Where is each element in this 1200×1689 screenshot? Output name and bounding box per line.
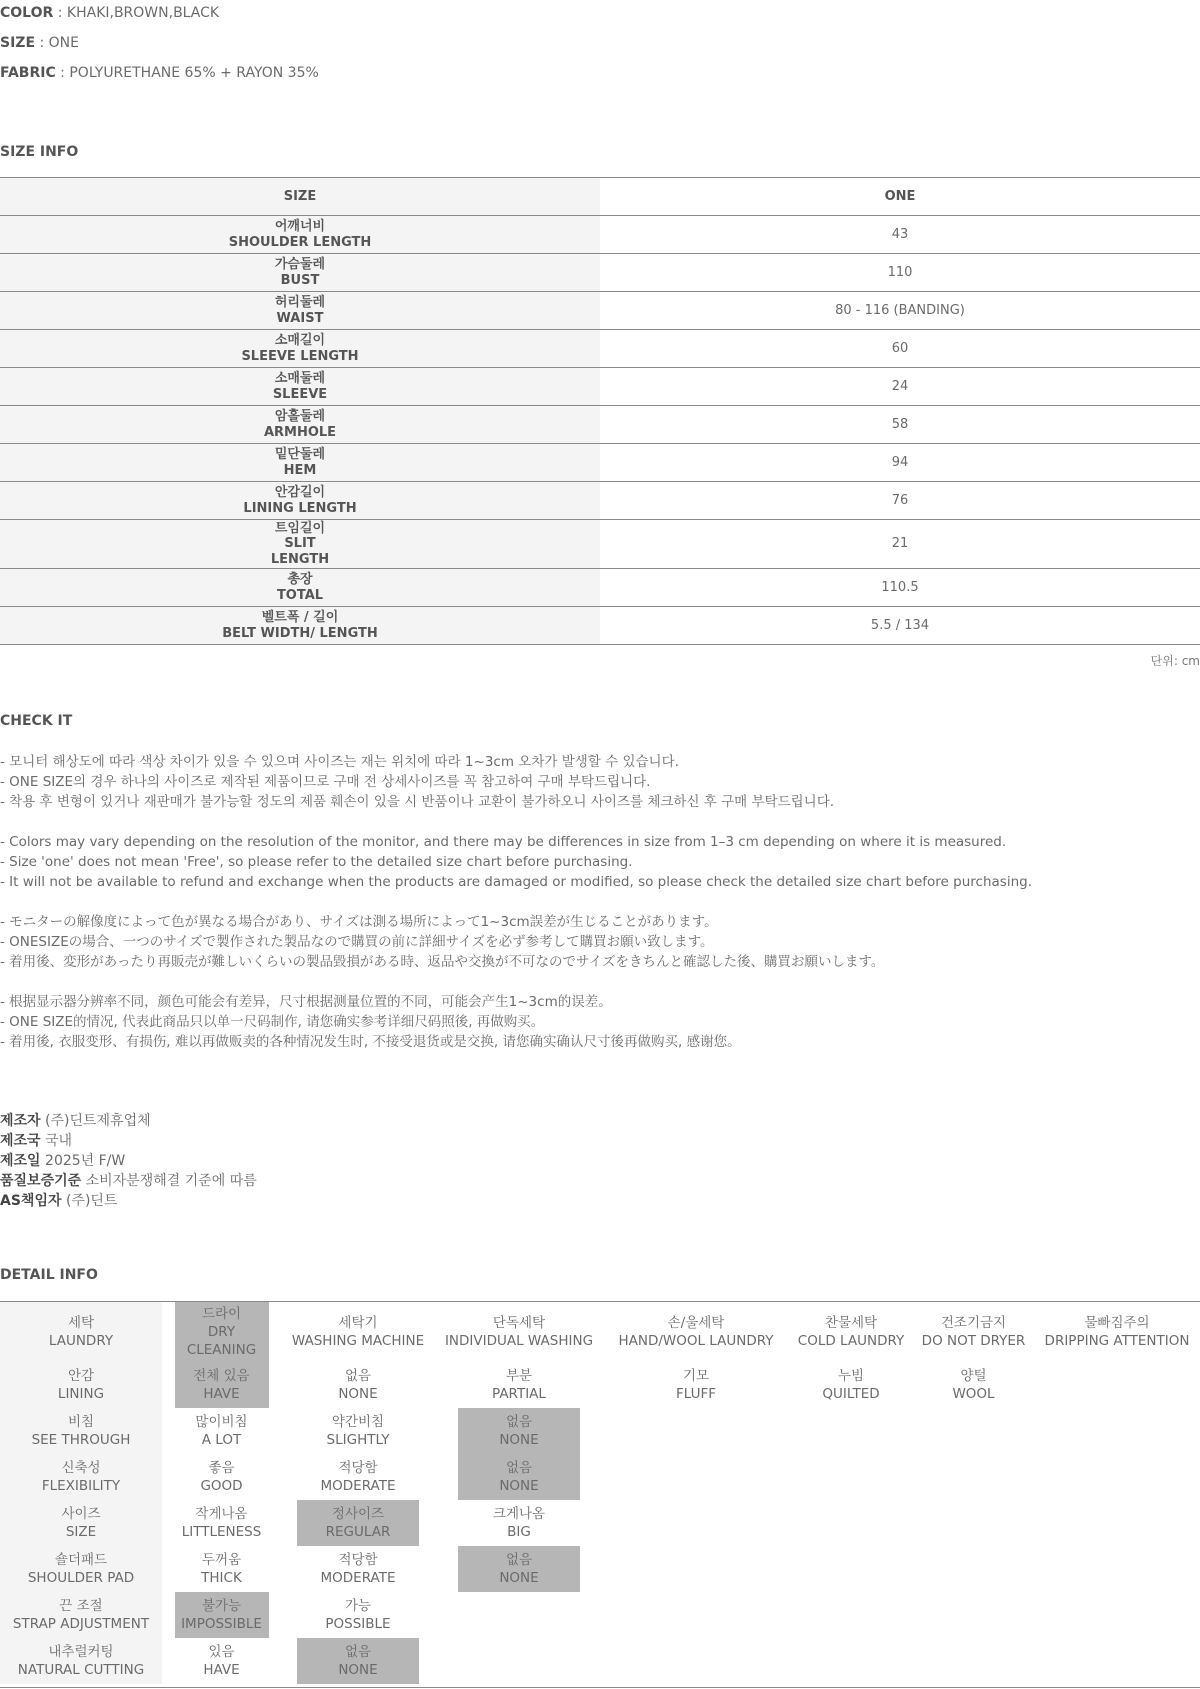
detail-option-selected <box>297 1500 419 1546</box>
detail-cell <box>1034 1500 1200 1546</box>
detail-label-en: LAUNDRY <box>48 1333 114 1349</box>
detail-option <box>815 1364 886 1406</box>
option-en: DRIPPING ATTENTION <box>1044 1333 1190 1349</box>
detail-label-ko: 안감 <box>67 1368 95 1384</box>
size-row-label <box>0 444 600 482</box>
option-ko: 물빠짐주의 <box>1084 1315 1150 1331</box>
check-line: - 根据显示器分辨率不同，颜色可能会有差异，尺寸根据测量位置的不同，可能会产生1~3cm的误差。 <box>0 994 612 1010</box>
maker-key: 제조국 <box>0 1133 41 1149</box>
size-label-ko: 벨트폭 / 길이 <box>261 610 339 625</box>
size-info-title: SIZE INFO <box>0 144 79 160</box>
detail-cell <box>162 1592 281 1638</box>
detail-option <box>196 1640 246 1682</box>
detail-cell <box>913 1638 1034 1684</box>
spec-line-fabric <box>0 65 319 81</box>
detail-cell <box>913 1546 1034 1592</box>
detail-option <box>1038 1311 1197 1353</box>
detail-label-en: SEE THROUGH <box>31 1432 131 1448</box>
size-row-label <box>0 368 600 406</box>
detail-option <box>485 1364 553 1406</box>
maker-key: 제조일 <box>0 1153 41 1169</box>
size-row-value: 21 <box>600 520 1200 569</box>
option-ko: 가능 <box>344 1598 372 1614</box>
size-row <box>0 368 1200 406</box>
detail-row <box>0 1454 1200 1500</box>
size-label-en: SHOULDER LENGTH <box>228 234 372 250</box>
option-en: GOOD <box>200 1478 243 1494</box>
detail-cell <box>603 1592 789 1638</box>
detail-label-en: NATURAL CUTTING <box>17 1662 145 1678</box>
detail-option <box>320 1410 397 1452</box>
option-ko: 많이비침 <box>195 1414 248 1430</box>
detail-label-ko: 세탁 <box>67 1315 95 1331</box>
detail-cell <box>281 1362 435 1408</box>
detail-cell <box>1034 1546 1200 1592</box>
detail-label-en: FLEXIBILITY <box>41 1478 121 1494</box>
size-row-value: 60 <box>600 330 1200 368</box>
maker-value: 국내 <box>45 1133 73 1149</box>
detail-cell <box>162 1546 281 1592</box>
detail-label-ko: 숄더패드 <box>54 1552 108 1568</box>
size-row <box>0 216 1200 254</box>
detail-row-label <box>0 1500 162 1546</box>
option-en: PARTIAL <box>492 1386 546 1402</box>
size-row <box>0 406 1200 444</box>
option-ko: 없음 <box>344 1368 372 1384</box>
option-en: MODERATE <box>320 1478 396 1494</box>
option-ko: 불가능 <box>201 1598 242 1614</box>
option-ko: 부분 <box>505 1368 533 1384</box>
check-line: - 着用後, 衣服变形、有损伤, 难以再做贩卖的各种情况发生时, 不接受退货或是交换, 请您确实确认尺寸後再做购买, 感谢您。 <box>0 1034 741 1050</box>
check-line: - ONESIZEの場合、一つのサイズで製作された製品なので購買の前に詳細サイズを必ず参考して購買お願い致します。 <box>0 934 714 950</box>
size-header-value: ONE <box>600 178 1200 216</box>
option-ko: 손/울세탁 <box>667 1315 725 1331</box>
detail-cell <box>281 1302 435 1362</box>
size-label-ko: 어깨너비 <box>274 219 326 234</box>
check-line: - ONE SIZE의 경우 하나의 사이즈로 제작된 제품이므로 구매 전 상세사이즈를 꼭 참고하여 구매 부탁드립니다. <box>0 774 651 790</box>
option-en: REGULAR <box>325 1524 391 1540</box>
detail-row <box>0 1302 1200 1362</box>
option-ko: 정사이즈 <box>331 1506 385 1522</box>
detail-option-selected <box>297 1638 419 1684</box>
detail-option-selected <box>175 1362 269 1408</box>
detail-cell <box>435 1302 603 1362</box>
detail-cell <box>913 1408 1034 1454</box>
detail-cell <box>281 1408 435 1454</box>
maker-key: 제조자 <box>0 1113 41 1129</box>
option-ko: 양털 <box>960 1368 987 1384</box>
detail-cell <box>435 1500 603 1546</box>
detail-cell <box>789 1500 913 1546</box>
size-label-ko: 트임길이 <box>274 520 326 536</box>
detail-option-selected <box>458 1408 580 1454</box>
detail-cell <box>435 1546 603 1592</box>
size-label-en: SLEEVE <box>272 386 328 402</box>
option-en: INDIVIDUAL WASHING <box>444 1333 594 1349</box>
option-en: DRY CLEANING <box>186 1324 257 1358</box>
detail-label-ko: 사이즈 <box>61 1506 101 1522</box>
size-row <box>0 292 1200 330</box>
maker-line <box>0 1191 257 1211</box>
detail-option <box>188 1410 254 1452</box>
detail-cell <box>1034 1638 1200 1684</box>
size-row <box>0 569 1200 607</box>
option-en: QUILTED <box>822 1386 880 1402</box>
detail-cell <box>435 1408 603 1454</box>
detail-label-ko: 비침 <box>67 1414 95 1430</box>
detail-option <box>669 1364 723 1406</box>
detail-cell <box>281 1500 435 1546</box>
detail-cell <box>603 1500 789 1546</box>
detail-cell <box>1034 1362 1200 1408</box>
check-line: - It will not be available to refund and exchange when the products are damaged or modified, so please check the detailed size chart before purchasing. <box>0 874 1032 890</box>
size-label-ko: 허리둘레 <box>274 295 326 310</box>
detail-row <box>0 1408 1200 1454</box>
detail-option <box>486 1502 552 1544</box>
detail-cell <box>435 1454 603 1500</box>
option-ko: 누빔 <box>837 1368 865 1384</box>
option-ko: 없음 <box>505 1460 533 1476</box>
detail-cell <box>1034 1302 1200 1362</box>
detail-option <box>314 1548 403 1590</box>
detail-option-selected <box>458 1454 580 1500</box>
detail-option <box>915 1311 1033 1353</box>
unit-note: 단위: cm <box>1150 654 1200 668</box>
size-row <box>0 607 1200 645</box>
size-row-label <box>0 482 600 520</box>
option-ko: 찬물세탁 <box>824 1315 878 1331</box>
spec-key: SIZE <box>0 35 36 51</box>
check-paragraph <box>0 912 884 972</box>
option-ko: 기모 <box>682 1368 710 1384</box>
size-row-value: 94 <box>600 444 1200 482</box>
maker-line <box>0 1131 257 1151</box>
detail-cell <box>281 1454 435 1500</box>
detail-option-selected <box>175 1592 269 1638</box>
option-en: WOOL <box>952 1386 995 1402</box>
detail-cell <box>913 1592 1034 1638</box>
size-row-label <box>0 520 600 569</box>
maker-key: 품질보증기준 <box>0 1173 82 1189</box>
check-paragraph <box>0 752 834 812</box>
detail-cell <box>162 1454 281 1500</box>
option-en: POSSIBLE <box>325 1616 391 1632</box>
size-row <box>0 330 1200 368</box>
detail-cell <box>162 1408 281 1454</box>
detail-cell <box>603 1408 789 1454</box>
spec-separator: : <box>35 35 49 51</box>
detail-option <box>314 1456 403 1498</box>
detail-cell <box>913 1500 1034 1546</box>
option-en: HAVE <box>203 1386 240 1402</box>
size-label-ko: 암홀둘레 <box>274 409 326 424</box>
option-ko: 두꺼움 <box>201 1552 242 1568</box>
detail-row-label <box>0 1592 162 1638</box>
detail-row-label <box>0 1454 162 1500</box>
size-header-label: SIZE <box>0 178 600 216</box>
detail-option <box>193 1456 249 1498</box>
maker-value: (주)딘트 <box>65 1193 118 1209</box>
detail-cell <box>603 1638 789 1684</box>
option-ko: 약간비침 <box>331 1414 385 1430</box>
check-line: - Size 'one' does not mean 'Free', so please refer to the detailed size chart before purchasing. <box>0 854 633 870</box>
detail-option <box>194 1548 249 1590</box>
spec-value: POLYURETHANE 65% + RAYON 35% <box>69 65 319 81</box>
spec-key: COLOR <box>0 5 54 21</box>
option-en: LITTLENESS <box>181 1524 262 1540</box>
option-en: MODERATE <box>320 1570 396 1586</box>
detail-option-selected <box>458 1546 580 1592</box>
size-label-ko: 소매둘레 <box>274 371 326 386</box>
option-en: THICK <box>201 1570 242 1586</box>
spec-line-color <box>0 5 219 21</box>
detail-table <box>0 1301 1200 1684</box>
check-line: - 着用後、変形があったり再販売が難しいくらいの製品毀損がある時、返品や交換が不可なのでサイズをきちんと確認した後、購買お願いします。 <box>0 954 885 970</box>
size-label-ko: 총장 <box>287 572 313 587</box>
size-label-en: SLEEVE LENGTH <box>241 348 359 364</box>
detail-cell <box>1034 1408 1200 1454</box>
detail-row <box>0 1500 1200 1546</box>
maker-key: AS책임자 <box>0 1193 62 1209</box>
option-ko: 없음 <box>344 1644 372 1660</box>
option-ko: 드라이 <box>201 1306 242 1322</box>
option-ko: 없음 <box>505 1414 533 1430</box>
size-row-value: 43 <box>600 216 1200 254</box>
option-ko: 건조기금지 <box>940 1315 1007 1331</box>
option-en: NONE <box>499 1570 539 1586</box>
size-row-value: 110.5 <box>600 569 1200 607</box>
size-row-label <box>0 607 600 645</box>
spec-value: ONE <box>48 35 79 51</box>
detail-cell <box>281 1546 435 1592</box>
option-en: IMPOSSIBLE <box>181 1616 262 1632</box>
size-row-value: 80 - 116 (BANDING) <box>600 292 1200 330</box>
size-label-en: ARMHOLE <box>263 424 337 440</box>
detail-row-label <box>0 1638 162 1684</box>
option-en: NONE <box>499 1432 539 1448</box>
option-en: DO NOT DRYER <box>921 1333 1026 1349</box>
option-en: HAND/WOOL LAUNDRY <box>618 1333 774 1349</box>
size-label-en: BUST <box>280 272 320 288</box>
check-line: - モニターの解像度によって色が異なる場合があり、サイズは測る場所によって1~3cm誤差が生じることがあります。 <box>0 914 718 930</box>
detail-cell <box>913 1454 1034 1500</box>
size-row-label <box>0 569 600 607</box>
detail-option <box>438 1311 600 1353</box>
option-ko: 적당함 <box>338 1552 378 1568</box>
detail-cell <box>1034 1454 1200 1500</box>
detail-option <box>331 1364 384 1406</box>
detail-cell <box>789 1362 913 1408</box>
detail-cell <box>162 1500 281 1546</box>
detail-label-ko: 신축성 <box>61 1460 101 1476</box>
bottom-rule <box>0 1687 1200 1688</box>
size-label-en: WAIST <box>276 310 324 326</box>
size-label-en: HEM <box>283 462 317 478</box>
detail-row-label <box>0 1362 162 1408</box>
detail-cell <box>789 1408 913 1454</box>
size-label-en: TOTAL <box>276 587 324 603</box>
maker-line <box>0 1171 257 1191</box>
spec-key: FABRIC <box>0 65 56 81</box>
check-line: - 모니터 해상도에 따라 색상 차이가 있을 수 있으며 사이즈는 재는 위치에 따라 1~3cm 오차가 발생할 수 있습니다. <box>0 754 679 770</box>
maker-value: 2025년 F/W <box>45 1153 126 1169</box>
detail-cell <box>603 1302 789 1362</box>
detail-row <box>0 1638 1200 1684</box>
check-line: - Colors may vary depending on the resolution of the monitor, and there may be differences in size from 1–3 cm depending on where it is measured. <box>0 834 1007 850</box>
detail-row-label <box>0 1302 162 1362</box>
detail-cell <box>435 1592 603 1638</box>
size-row <box>0 444 1200 482</box>
detail-cell <box>162 1638 281 1684</box>
detail-label-ko: 끈 조절 <box>59 1598 103 1614</box>
size-row-value: 58 <box>600 406 1200 444</box>
size-row-label <box>0 216 600 254</box>
detail-cell <box>913 1302 1034 1362</box>
detail-option <box>285 1311 431 1353</box>
detail-cell <box>789 1454 913 1500</box>
detail-cell <box>913 1362 1034 1408</box>
size-table <box>0 177 1200 645</box>
size-label-ko: 가슴둘레 <box>274 257 326 272</box>
detail-cell <box>789 1638 913 1684</box>
option-en: BIG <box>507 1524 531 1540</box>
option-en: FLUFF <box>675 1386 717 1402</box>
check-it-title: CHECK IT <box>0 713 73 729</box>
detail-cell <box>162 1302 281 1362</box>
detail-cell <box>603 1454 789 1500</box>
size-row-value: 5.5 / 134 <box>600 607 1200 645</box>
size-row-label <box>0 292 600 330</box>
size-row <box>0 482 1200 520</box>
detail-option <box>945 1364 1001 1406</box>
detail-cell <box>435 1362 603 1408</box>
maker-line <box>0 1151 257 1171</box>
spec-line-size <box>0 35 79 51</box>
spec-separator: : <box>53 5 67 21</box>
detail-row <box>0 1362 1200 1408</box>
check-paragraph <box>0 992 741 1052</box>
detail-option <box>318 1594 397 1636</box>
detail-cell <box>162 1362 281 1408</box>
check-line: - 착용 후 변형이 있거나 재판매가 불가능할 정도의 제품 훼손이 있을 시 반품이나 교환이 불가하오니 사이즈를 체크하신 후 구매 부탁드립니다. <box>0 794 835 810</box>
detail-cell <box>435 1638 603 1684</box>
spec-value: KHAKI,BROWN,BLACK <box>66 5 220 21</box>
maker-line <box>0 1111 257 1131</box>
size-row-label <box>0 406 600 444</box>
detail-cell <box>1034 1592 1200 1638</box>
detail-row <box>0 1592 1200 1638</box>
option-en: A LOT <box>201 1432 242 1448</box>
size-row-value: 110 <box>600 254 1200 292</box>
maker-value: 소비자분쟁해결 기준에 따름 <box>85 1173 257 1189</box>
detail-option <box>791 1311 911 1353</box>
size-label-en: BELT WIDTH/ LENGTH <box>222 625 378 641</box>
size-row <box>0 254 1200 292</box>
detail-cell <box>603 1546 789 1592</box>
option-en: COLD LAUNDRY <box>797 1333 905 1349</box>
detail-cell <box>603 1362 789 1408</box>
detail-row-label <box>0 1546 162 1592</box>
detail-info-title: DETAIL INFO <box>0 1267 98 1283</box>
size-label-en: SLIT LENGTH <box>270 536 330 567</box>
detail-cell <box>281 1638 435 1684</box>
size-table-header-row <box>0 178 1200 216</box>
detail-cell <box>281 1592 435 1638</box>
size-label-ko: 소매길이 <box>274 333 326 348</box>
size-label-en: LINING LENGTH <box>243 500 357 516</box>
option-ko: 좋음 <box>208 1460 235 1476</box>
maker-info <box>0 1111 257 1211</box>
spec-separator: : <box>55 65 70 81</box>
option-ko: 단독세탁 <box>492 1315 546 1331</box>
option-en: HAVE <box>203 1662 240 1678</box>
detail-row-label <box>0 1408 162 1454</box>
detail-option <box>611 1311 780 1353</box>
check-line: - ONE SIZE的情况, 代表此商品只以单一尺码制作, 请您确实参考详细尺码照後, 再做购买。 <box>0 1014 545 1030</box>
size-row-label <box>0 254 600 292</box>
detail-option <box>175 1502 269 1544</box>
detail-label-en: SHOULDER PAD <box>27 1570 135 1586</box>
size-label-ko: 안감길이 <box>274 485 326 500</box>
size-row-value: 24 <box>600 368 1200 406</box>
option-en: NONE <box>338 1386 378 1402</box>
option-ko: 세탁기 <box>338 1315 378 1331</box>
size-row-label <box>0 330 600 368</box>
option-ko: 있음 <box>208 1644 235 1660</box>
option-ko: 크게나옴 <box>492 1506 546 1522</box>
size-label-ko: 밑단둘레 <box>274 447 326 462</box>
detail-label-en: SIZE <box>65 1524 97 1540</box>
option-en: NONE <box>338 1662 378 1678</box>
detail-label-en: STRAP ADJUSTMENT <box>12 1616 150 1632</box>
detail-option-selected <box>175 1302 269 1362</box>
detail-label-en: LINING <box>57 1386 105 1402</box>
option-ko: 없음 <box>505 1552 533 1568</box>
size-row-value: 76 <box>600 482 1200 520</box>
size-row <box>0 520 1200 569</box>
detail-cell <box>789 1302 913 1362</box>
check-paragraph <box>0 832 1032 892</box>
option-ko: 전체 있음 <box>193 1368 250 1384</box>
option-ko: 작게나옴 <box>195 1506 248 1522</box>
maker-value: (주)딘트제휴업체 <box>45 1113 151 1129</box>
option-en: NONE <box>499 1478 539 1494</box>
detail-row <box>0 1546 1200 1592</box>
detail-cell <box>789 1546 913 1592</box>
option-en: SLIGHTLY <box>326 1432 390 1448</box>
detail-label-ko: 내추럴커팅 <box>48 1644 114 1660</box>
detail-cell <box>789 1592 913 1638</box>
option-ko: 적당함 <box>338 1460 378 1476</box>
option-en: WASHING MACHINE <box>291 1333 425 1349</box>
